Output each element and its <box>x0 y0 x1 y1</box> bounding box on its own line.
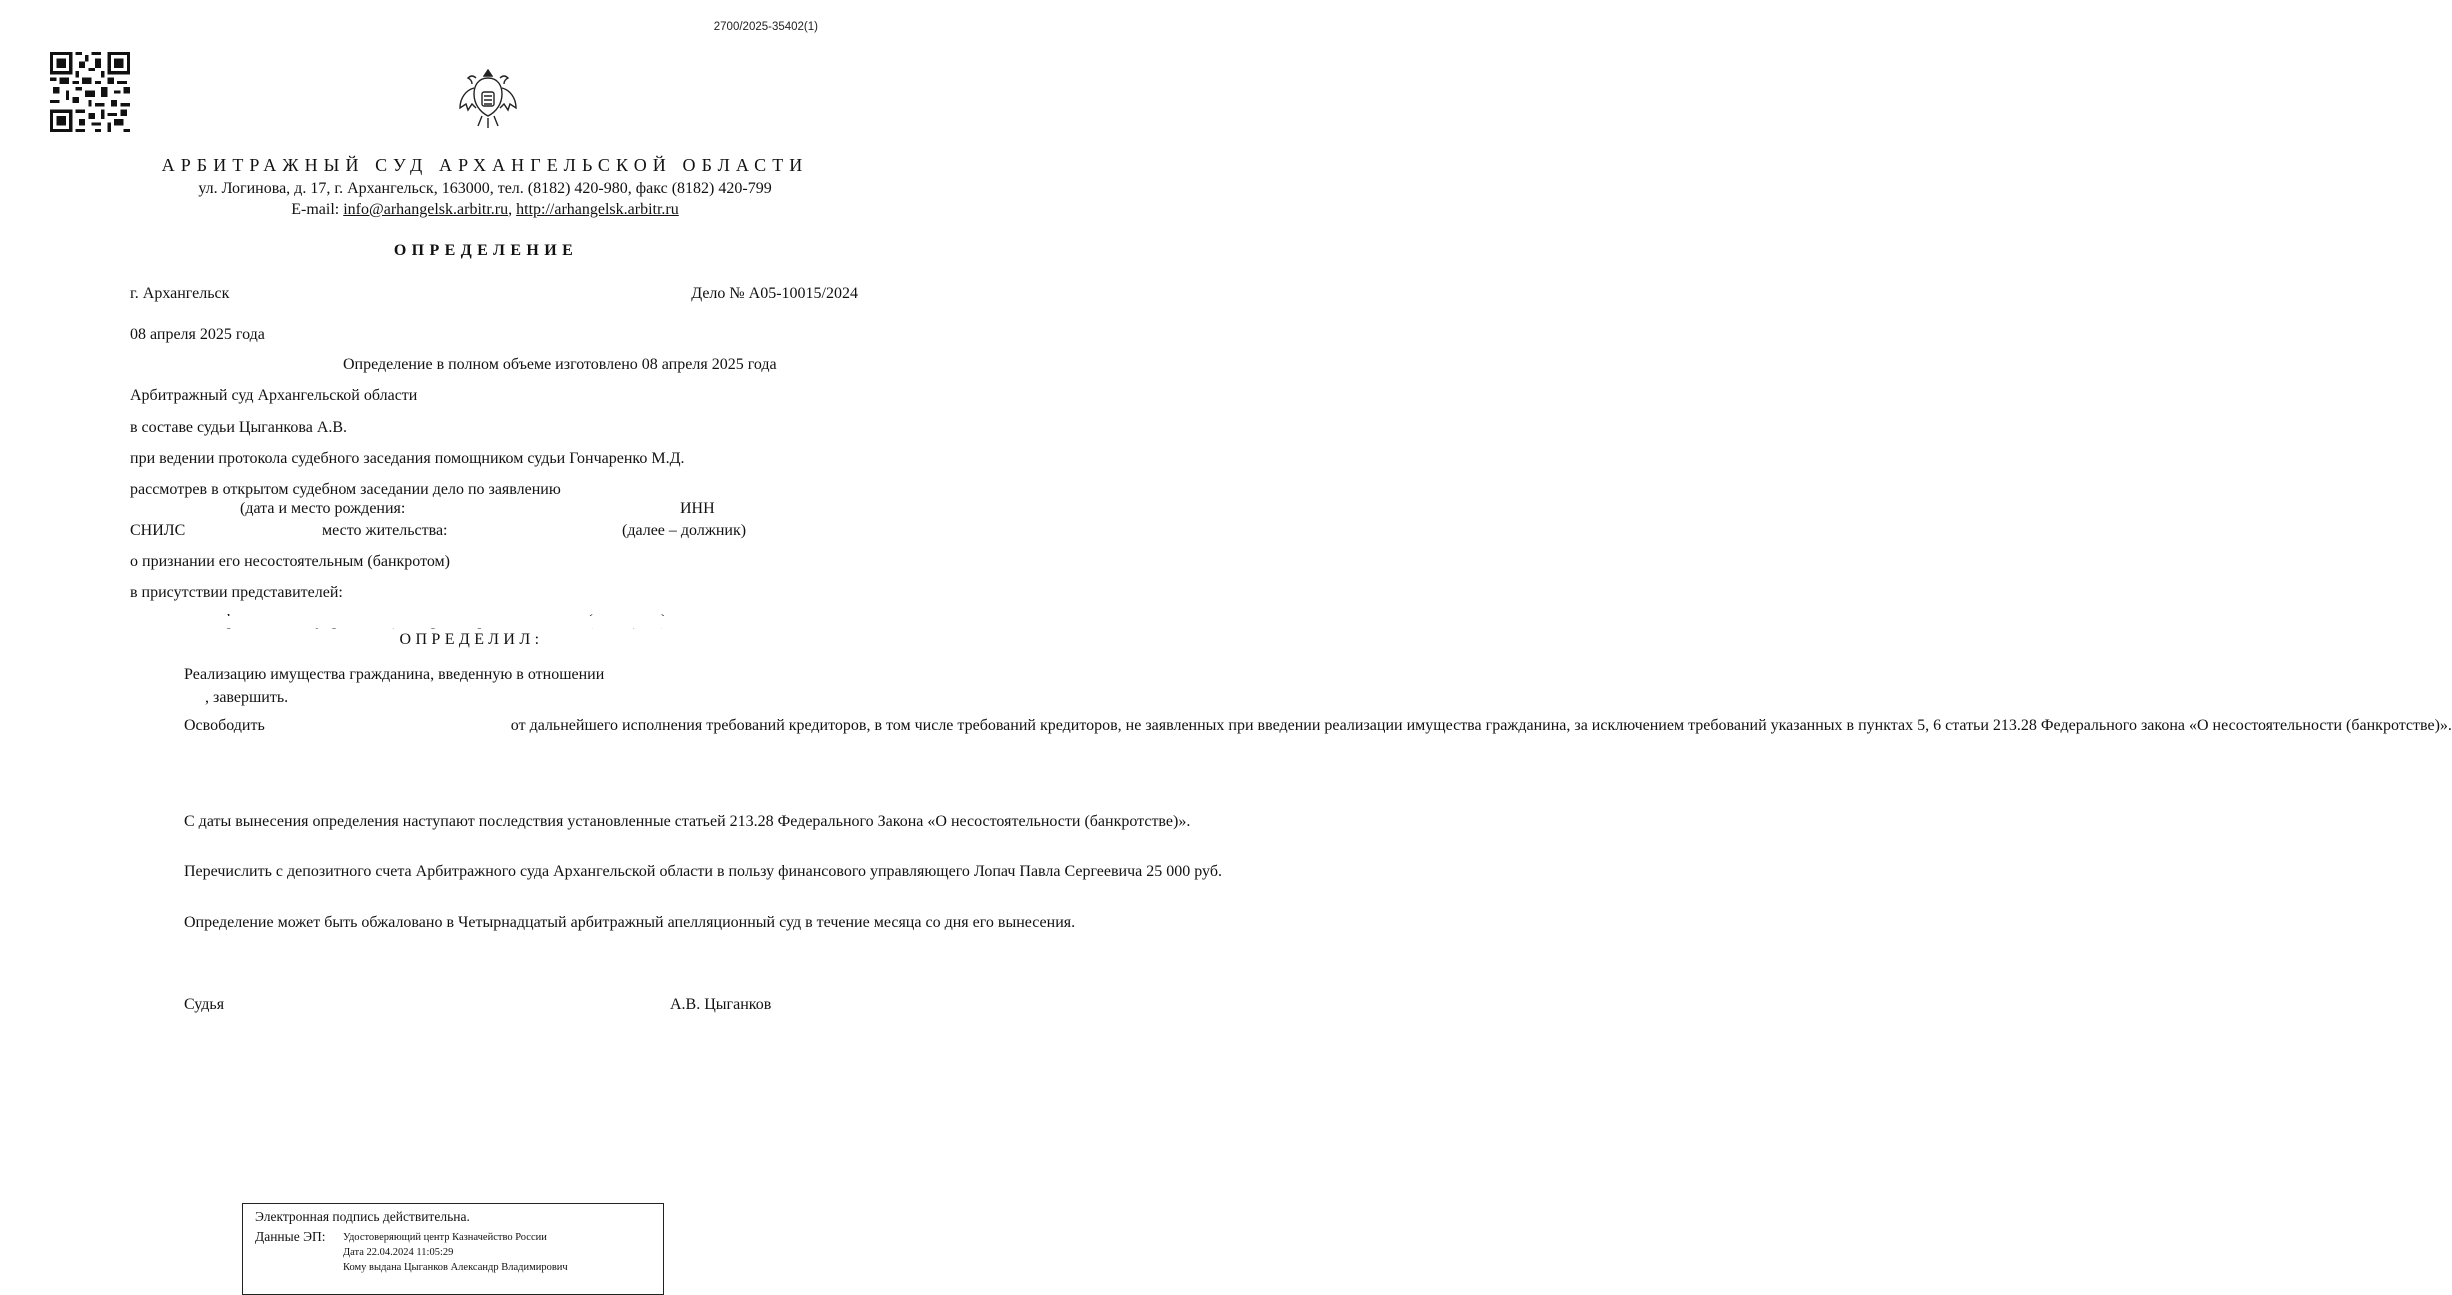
email-label: E-mail: <box>291 201 340 218</box>
presence-line: в присутствии представителей: <box>130 584 343 601</box>
ruling-p2 <box>130 714 2452 737</box>
redacted-debtor <box>265 719 511 733</box>
signature-role: Судья <box>184 996 225 1013</box>
debtor-label: (далее – должник) <box>622 522 747 539</box>
case-subject: о признании его несостоятельным (банкротом) <box>130 553 450 570</box>
page-fold <box>0 616 904 628</box>
email-link[interactable]: info@arhangelsk.arbitr.ru <box>343 201 509 218</box>
court-address: ул. Логинова, д. 17, г. Архангельск, 163000, тел. (8182) 420-980, факс (8182) 420-799 <box>198 180 772 197</box>
ruling-p2-rest: от дальнейшего исполнения требований кредиторов, в том числе требований кредиторов, не заявленных при введении реализации имущества гражданина, за исключением требований указанных в пунктах 5, 6 статьи 213.28 Федерального закона «О несостоятельности (банкротстве)». <box>510 717 2452 734</box>
ruling-p4 <box>130 860 1222 883</box>
court-contacts: E-mail: info@arhangelsk.arbitr.ru, http://arhangelsk.arbitr.ru <box>291 201 679 218</box>
e-signature-issuer: Удостоверяющий центр Казначейство России <box>343 1232 547 1243</box>
court-name: АРБИТРАЖНЫЙ СУД АРХАНГЕЛЬСКОЙ ОБЛАСТИ <box>161 155 809 175</box>
case-number: Дело № А05-10015/2024 <box>691 285 858 302</box>
document-type-title: ОПРЕДЕЛЕНИЕ <box>393 242 579 259</box>
ruling-p3-text: С даты вынесения определения наступают последствия установленные статьей 213.28 Федерального Закона «О несостоятельности (банкротстве)». <box>184 813 1191 830</box>
ruling-p5 <box>130 911 1076 934</box>
document-number: 2700/2025-35402(1) <box>713 21 818 33</box>
ruling-p1-end: , завершить. <box>205 689 289 706</box>
inn-label: ИНН <box>680 500 715 517</box>
qr-code-icon <box>50 52 130 132</box>
considered-line <box>130 481 843 499</box>
ruling-heading: ОПРЕДЕЛИЛ: <box>399 631 544 648</box>
e-signature-label: Данные ЭП: <box>255 1229 326 1244</box>
decision-date: 08 апреля 2025 года <box>130 326 265 343</box>
ruling-p1-line1 <box>130 666 843 684</box>
ruling-p3 <box>130 810 1191 833</box>
court-composition: Арбитражный суд Архангельской области <box>130 387 418 404</box>
redacted-debtor-name <box>693 666 843 684</box>
residence-label: место жительства: <box>322 522 448 539</box>
e-signature-issued-to: Кому выдана Цыганков Александр Владимирович <box>343 1262 568 1273</box>
ruling-p1-start: Реализацию имущества гражданина, введенную в отношении <box>184 666 605 683</box>
full-text-note: Определение в полном объеме изготовлено 08 апреля 2025 года <box>343 356 777 373</box>
coat-of-arms-icon <box>454 64 522 132</box>
considered-text: рассмотрев в открытом судебном заседании дело по заявлению <box>130 481 561 498</box>
ruling-p4-text: Перечислить с депозитного счета Арбитражного суда Архангельской области в пользу финансового управляющего Лопач Павла Сергеевича 25 000 руб. <box>184 863 1222 880</box>
website-link[interactable]: http://arhangelsk.arbitr.ru <box>516 201 679 218</box>
e-signature-box <box>242 1203 664 1295</box>
city: г. Архангельск <box>130 285 230 302</box>
protocol-secretary: при ведении протокола судебного заседания помощником судьи Гончаренко М.Д. <box>130 450 685 467</box>
redacted-applicant <box>683 481 843 499</box>
birth-label: (дата и место рождения: <box>240 500 406 517</box>
ruling-p5-text: Определение может быть обжаловано в Четырнадцатый арбитражный апелляционный суд в течение месяца со дня его вынесения. <box>184 914 1076 931</box>
e-signature-date: Дата 22.04.2024 11:05:29 <box>343 1247 454 1258</box>
snils-label: СНИЛС <box>130 522 186 539</box>
ruling-p2-start: Освободить <box>184 717 265 734</box>
signature-name: А.В. Цыганков <box>670 996 772 1013</box>
e-signature-title: Электронная подпись действительна. <box>255 1209 470 1224</box>
judge-composition: в составе судьи Цыганкова А.В. <box>130 419 348 436</box>
